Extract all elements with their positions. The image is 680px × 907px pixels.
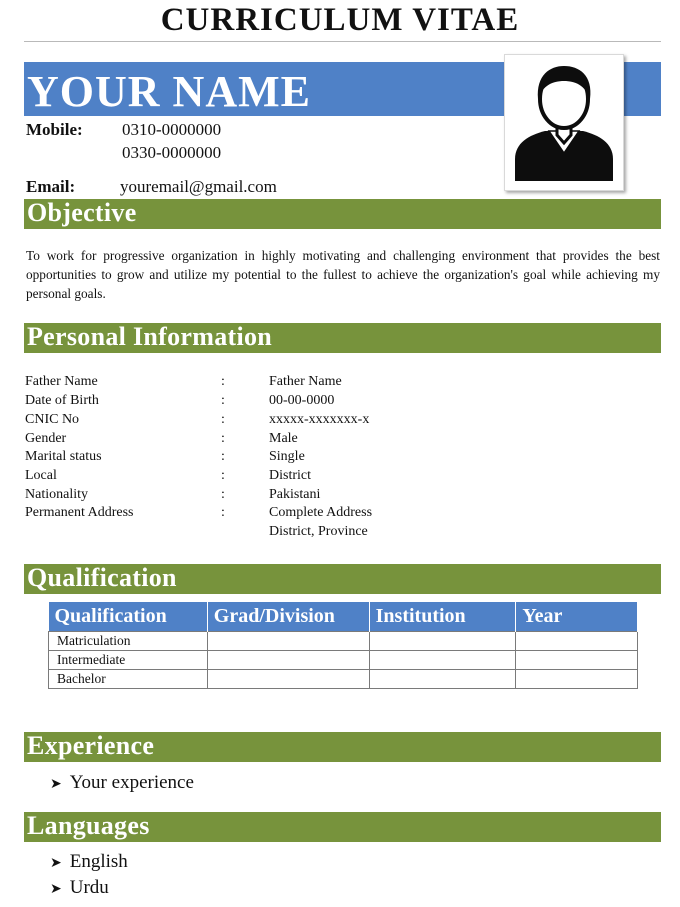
pi-value-father-name: Father Name: [269, 374, 342, 389]
pi-separator: :: [221, 505, 225, 520]
pi-separator: :: [221, 393, 225, 408]
pi-value-nationality: Pakistani: [269, 487, 321, 502]
pi-label-permanent-address: Permanent Address: [25, 505, 134, 520]
person-avatar-icon: [505, 55, 623, 190]
table-cell: [207, 670, 369, 689]
pi-separator: :: [221, 449, 225, 464]
table-row: [49, 670, 638, 689]
mobile-label: Mobile:: [26, 120, 83, 139]
pi-label-date-of-birth: Date of Birth: [25, 393, 99, 408]
profile-photo: [504, 54, 624, 191]
table-cell: [369, 670, 516, 689]
pi-separator: :: [221, 374, 225, 389]
arrow-bullet-icon: ➤: [50, 856, 62, 871]
table-cell: Matriculation: [49, 632, 208, 651]
pi-label-father-name: Father Name: [25, 374, 98, 389]
document-title: CURRICULUM VITAE: [160, 2, 520, 38]
pi-value-cnic: xxxxx-xxxxxxx-x: [269, 412, 370, 427]
pi-value-date-of-birth: 00-00-0000: [269, 393, 335, 408]
pi-separator: :: [221, 468, 225, 483]
languages-heading: Languages: [27, 811, 150, 840]
table-cell: [516, 670, 638, 689]
table-row: [49, 651, 638, 670]
table-cell: Intermediate: [49, 651, 208, 670]
experience-item-text: Your experience: [69, 772, 194, 793]
pi-value-permanent-address: Complete Address: [269, 505, 373, 520]
column-header: Grad/Division: [207, 602, 369, 632]
pi-separator: :: [221, 412, 225, 427]
candidate-name: YOUR NAME: [27, 67, 311, 116]
arrow-bullet-icon: ➤: [50, 777, 62, 792]
table-cell: Bachelor: [49, 670, 208, 689]
qualification-heading: Qualification: [27, 563, 177, 592]
language-item: [50, 851, 128, 873]
experience-item: [50, 772, 194, 794]
experience-heading: Experience: [27, 731, 155, 760]
column-header: Year: [516, 602, 638, 632]
objective-heading: Objective: [27, 198, 137, 227]
table-row: [49, 632, 638, 651]
personal-info-heading: Personal Information: [27, 322, 273, 351]
email-value: youremail@gmail.com: [120, 177, 277, 196]
pi-value-address-line-2: District, Province: [269, 524, 368, 539]
mobile-number-2: 0330-0000000: [122, 143, 222, 162]
table-cell: [516, 651, 638, 670]
table-cell: [369, 632, 516, 651]
language-item-text: English: [69, 851, 128, 872]
table-cell: [516, 632, 638, 651]
table-cell: [207, 632, 369, 651]
arrow-bullet-icon: ➤: [50, 882, 62, 897]
qualification-table-header: [49, 602, 638, 632]
table-cell: [207, 651, 369, 670]
language-item: [50, 877, 109, 899]
qualification-table: [48, 602, 638, 689]
pi-separator: :: [221, 487, 225, 502]
pi-value-gender: Male: [269, 431, 298, 446]
email-label: Email:: [26, 177, 76, 196]
language-item-text: Urdu: [69, 877, 109, 898]
pi-label-local: Local: [25, 468, 57, 483]
title-divider: [24, 41, 661, 42]
pi-label-gender: Gender: [25, 431, 67, 446]
pi-value-marital-status: Single: [269, 449, 305, 464]
pi-label-marital-status: Marital status: [25, 449, 102, 464]
objective-text: To work for progressive organization in highly motivating and challenging environment that provides the best opportunities to grow and utilize my potential to the fullest to achieve the organization's goal while achieving my personal goals.: [26, 248, 660, 301]
pi-separator: :: [221, 431, 225, 446]
pi-value-local: District: [269, 468, 311, 483]
table-cell: [369, 651, 516, 670]
mobile-number-1: 0310-0000000: [122, 120, 222, 139]
column-header: Institution: [369, 602, 516, 632]
pi-label-nationality: Nationality: [25, 487, 88, 502]
column-header: Qualification: [49, 602, 208, 632]
pi-label-cnic: CNIC No: [25, 412, 80, 427]
